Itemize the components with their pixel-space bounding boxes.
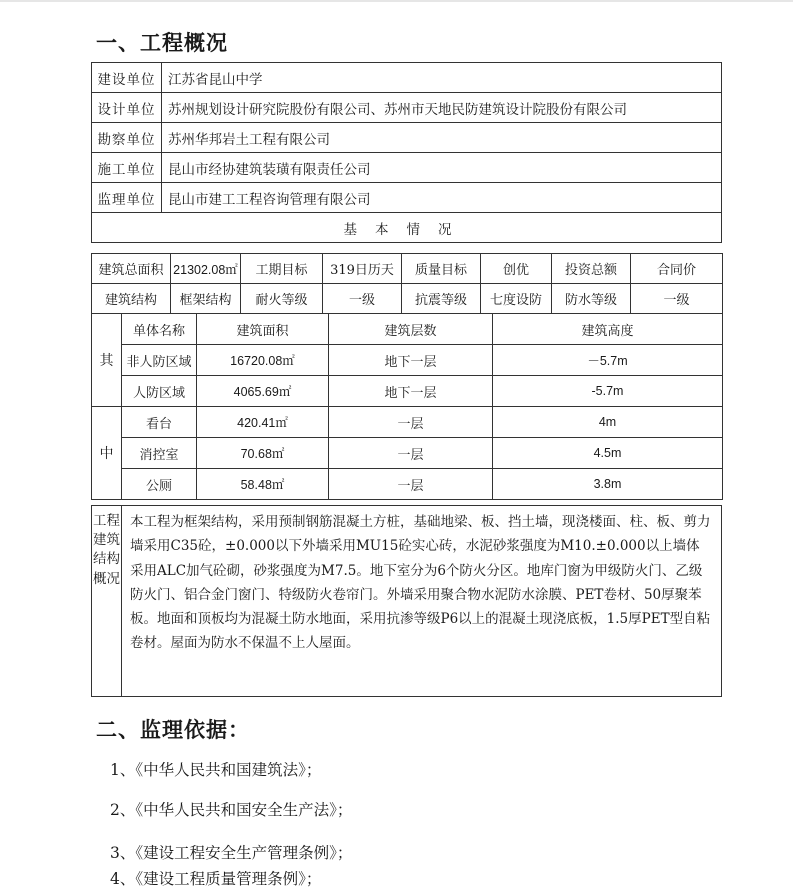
units-table [91, 62, 722, 243]
basic-cell: 工期目标 [241, 254, 323, 284]
side-label-zhong: 中 [92, 407, 122, 500]
unit-label: 设计单位 [92, 93, 162, 123]
basic-cell: 抗震等级 [402, 284, 481, 314]
building-floors: 一层 [329, 438, 493, 469]
section-title-overview: 一、工程概况 [96, 31, 228, 55]
unit-label: 建设单位 [92, 63, 162, 93]
basis-item: 4、《建设工程质量管理条例》； [110, 870, 322, 888]
building-height: 4.5m [493, 438, 723, 469]
table-row [92, 376, 723, 407]
table-row [92, 438, 723, 469]
basic-cell: 建筑总面积 [92, 254, 171, 284]
unit-label: 勘察单位 [92, 123, 162, 153]
sub-building-table [91, 313, 723, 500]
building-height: -5.7m [493, 376, 723, 407]
basic-info-table [91, 253, 723, 314]
structure-side-label: 工程建筑结构概况 [92, 506, 122, 697]
basic-cell: 质量目标 [402, 254, 481, 284]
basic-cell: 21302.08㎡ [171, 254, 241, 284]
column-header: 单体名称 [122, 314, 197, 345]
building-name: 看台 [122, 407, 197, 438]
building-height: 3.8m [493, 469, 723, 500]
table-row [92, 93, 722, 123]
column-header: 建筑面积 [197, 314, 329, 345]
basic-cell: 建筑结构 [92, 284, 171, 314]
building-name: 公厕 [122, 469, 197, 500]
building-floors: 地下一层 [329, 345, 493, 376]
table-row [92, 123, 722, 153]
building-name: 非人防区域 [122, 345, 197, 376]
building-name: 人防区域 [122, 376, 197, 407]
structure-table [91, 505, 722, 697]
building-height: 4m [493, 407, 723, 438]
basic-cell: 一级 [323, 284, 402, 314]
table-row [92, 213, 722, 243]
table-row [92, 284, 723, 314]
table-row [92, 345, 723, 376]
basis-item-cut-off [110, 870, 440, 888]
building-area: 70.68㎡ [197, 438, 329, 469]
basic-info-header: 基本情况 [92, 213, 722, 243]
building-floors: 地下一层 [329, 376, 493, 407]
table-row [92, 314, 723, 345]
unit-label: 监理单位 [92, 183, 162, 213]
basic-cell: 一级 [631, 284, 723, 314]
table-row [92, 469, 723, 500]
basic-cell: 框架结构 [171, 284, 241, 314]
column-header: 建筑高度 [493, 314, 723, 345]
unit-label: 施工单位 [92, 153, 162, 183]
table-row [92, 506, 722, 697]
unit-value: 昆山市建工工程咨询管理有限公司 [162, 183, 722, 213]
building-name: 消控室 [122, 438, 197, 469]
side-label-qi: 其 [92, 314, 122, 407]
table-row [92, 153, 722, 183]
building-area: 4065.69㎡ [197, 376, 329, 407]
building-floors: 一层 [329, 469, 493, 500]
basic-cell: 七度设防 [481, 284, 552, 314]
unit-value: 昆山市经协建筑装璜有限责任公司 [162, 153, 722, 183]
table-row [92, 63, 722, 93]
building-floors: 一层 [329, 407, 493, 438]
top-divider [0, 0, 793, 2]
table-row [92, 183, 722, 213]
section-title-basis: 二、监理依据： [96, 718, 250, 742]
unit-value: 江苏省昆山中学 [162, 63, 722, 93]
building-area: 16720.08㎡ [197, 345, 329, 376]
basic-cell: 耐火等级 [241, 284, 323, 314]
basic-cell: 创优 [481, 254, 552, 284]
building-height: －5.7m [493, 345, 723, 376]
table-row [92, 407, 723, 438]
basis-item: 2、《中华人民共和国安全生产法》； [110, 801, 353, 819]
basic-cell: 319日历天 [323, 254, 402, 284]
structure-description: 本工程为框架结构，采用预制钢筋混凝土方桩，基础地梁、板、挡土墙，现浇楼面、柱、板、剪力墙采用C35砼，±0.000以下外墙采用MU15砼实心砖，水泥砂浆强度为M10.±0.000以上墙体采用ALC加气砼砌，砂浆强度为M7.5。地下室分为6个防火分区。地库门窗为甲级防火门、乙级防火门、铝合金门窗门、特级防火卷帘门。外墙采用聚合物水泥防水涂膜、PET卷材、50厚聚苯板。地面和顶板均为混凝土防水地面，采用抗渗等级P6以上的混凝土现浇底板，1.5厚PET型自粘卷材。屋面为防水不保温不上人屋面。 [122, 506, 722, 697]
basis-item: 1、《中华人民共和国建筑法》； [110, 761, 322, 779]
column-header: 建筑层数 [329, 314, 493, 345]
unit-value: 苏州华邦岩土工程有限公司 [162, 123, 722, 153]
basis-item: 3、《建设工程安全生产管理条例》； [110, 844, 353, 862]
unit-value: 苏州规划设计研究院股份有限公司、苏州市天地民防建筑设计院股份有限公司 [162, 93, 722, 123]
basic-cell: 防水等级 [552, 284, 631, 314]
building-area: 420.41㎡ [197, 407, 329, 438]
building-area: 58.48㎡ [197, 469, 329, 500]
table-row [92, 254, 723, 284]
basic-cell: 投资总额 [552, 254, 631, 284]
basic-cell: 合同价 [631, 254, 723, 284]
